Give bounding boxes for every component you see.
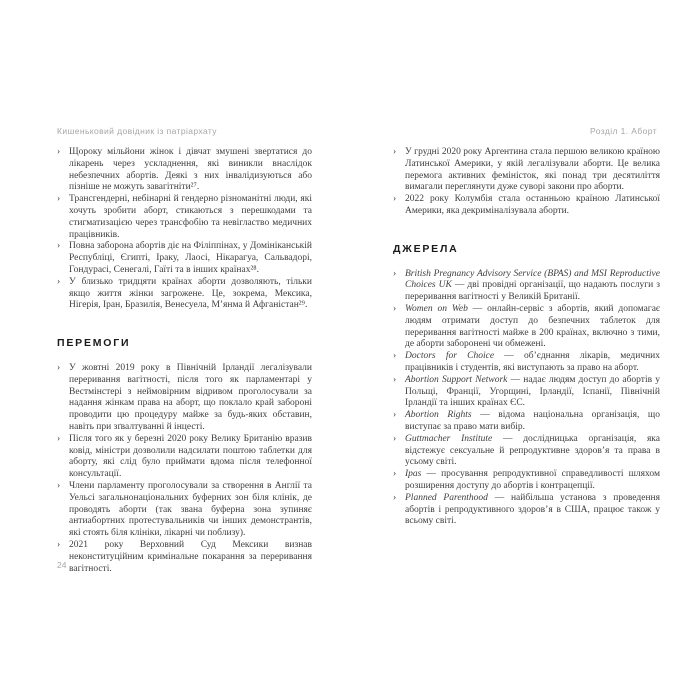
list-item [393, 375, 660, 410]
list-item-text [405, 410, 660, 434]
bullet-icon: › [57, 539, 61, 550]
bullet-icon: › [57, 362, 61, 373]
bullet-icon: › [57, 241, 61, 252]
list-item [57, 540, 312, 575]
list-item [393, 147, 660, 194]
bullet-icon: › [57, 480, 61, 491]
list-item [57, 277, 312, 312]
source-description: — відома національна організація, що виступає за право мати вибір. [405, 410, 660, 432]
list-item [57, 363, 312, 434]
list-item [393, 469, 660, 493]
right-page-text-column [393, 147, 660, 528]
list-item [393, 269, 660, 304]
bullet-icon: › [393, 147, 397, 157]
section-heading-victories: ПЕРЕМОГИ [57, 337, 131, 350]
bullet-icon: › [57, 433, 61, 444]
source-description: — найбільша установа з проведення абортів і репродуктивного здоров’я в США, працює також у всьому світі. [405, 492, 660, 527]
list-item-text: Члени парламенту проголосували за створення в Англії та Уельсі загальнонаціональних буферних зон біля клінік, де проводять аборти (так звана буферна зона зупиняє антиабортних протестувальників чи інших демонстрантів, які стоять біля клініки, лікарні чи поблизу). [69, 480, 312, 539]
bullet-icon: › [57, 147, 61, 157]
list-item [57, 481, 312, 540]
sources-bullet-list [393, 269, 660, 529]
bullet-icon: › [393, 303, 397, 314]
source-description: — дві провідні організації, що надають послуги з переривання вагітності у Великій Британії. [405, 280, 660, 303]
source-name: Doctors for Choice [405, 351, 505, 362]
bullet-icon: › [393, 410, 397, 421]
list-item-text: Щороку мільйони жінок і дівчат змушені звертатися до лікарень через ускладнення, які виникли внаслідок небезпечних абортів. Деякі з них інвалідизуються або пізніше не можуть завагітніти²⁷. [69, 147, 312, 193]
list-item-text: У жовтні 2019 року в Північній Ірландії легалізували переривання вагітності, після того як парламентарі у Вестмінстері з неймовірним відривом проголосували за надання жінкам права на аборт, що поклало край забороні проводити цю процедуру майже за будь-яких обставин, навіть при зґвалтуванні й інцесті. [69, 362, 312, 432]
source-description: — онлайн-сервіс з абортів, який допомагає людям отримати доступ до безпечних таблеток для переривання вагітності майже в 200 країнах, включно з тими, де аборти заборонені чи обмежені. [405, 303, 660, 350]
intro-bullet-list [57, 147, 312, 312]
list-item [57, 241, 312, 276]
running-head-chapter-title: Розділ 1. Аборт [590, 126, 657, 136]
list-item-text: Повна заборона абортів діє на Філіппінах, у Домініканській Республіці, Єгипті, Іраку, Лаосі, Нікарагуа, Сальвадорі, Гондурасі, Сенегалі, Гаїті та в інших країнах²⁸. [69, 241, 312, 275]
running-head-book-title: Кишеньковий довідник із патріархату [57, 126, 217, 136]
bullet-icon: › [393, 351, 397, 362]
bullet-icon: › [393, 268, 397, 279]
list-item-text [405, 434, 660, 469]
list-item-text: 2021 року Верховний Суд Мексики визнав неконституційним кримінальне покарання за переривання вагітності. [69, 539, 312, 574]
list-item [57, 147, 312, 194]
source-description: — просування репродуктивної справедливості шляхом розширення доступу до абортів і контрацепції. [405, 469, 660, 491]
list-item-text: 2022 року Колумбія стала останньою країною Латинської Америки, яка декриміналізувала аборти. [405, 194, 660, 216]
list-item-text [405, 304, 660, 351]
source-description: — надає людям доступ до абортів у Польщі, Франції, Угорщині, Ірландії, Іспанії, Північній Ірландії та інших країнах ЄС. [405, 374, 660, 409]
list-item [393, 493, 660, 528]
list-item-text [405, 269, 660, 304]
source-description: — дослідницька організація, яка відстежує сексуальне й репродуктивне здоров’я та права в усьому світі. [405, 433, 660, 468]
source-name: Guttmacher Institute [405, 433, 503, 444]
source-name: Women on Web [405, 303, 473, 314]
bullet-icon: › [57, 194, 61, 205]
bullet-icon: › [393, 469, 397, 480]
list-item [393, 410, 660, 434]
list-item-text [405, 493, 660, 528]
list-item [393, 351, 660, 375]
left-page-text-column [57, 147, 312, 575]
bullet-icon: › [393, 433, 397, 444]
list-item-text: Після того як у березні 2020 року Велику Британію вразив ковід, міністри дозволили надсилати поштою таблетки для аборту, які слід було приймати вдома після телефонної консультації. [69, 433, 312, 480]
list-item [393, 434, 660, 469]
list-item [57, 194, 312, 241]
list-item-text [405, 351, 660, 375]
list-item-text: Трансгендерні, небінарні й гендерно різноманітні люди, які хочуть зробити аборт, стикаються з перешкодами та стигматизацією через трансфобію та невігластво медичних працівників. [69, 194, 312, 240]
bullet-icon: › [57, 276, 61, 287]
list-item-text [405, 375, 660, 410]
list-item [393, 194, 660, 218]
source-name: Abortion Support Network [405, 374, 511, 385]
source-description: — об’єднання лікарів, медичних працівників і студентів, які виступають за право на аборт. [405, 351, 661, 373]
page-number: 24 [57, 560, 67, 570]
source-name: Abortion Rights [405, 410, 481, 421]
victories-bullet-list [57, 363, 312, 575]
bullet-icon: › [393, 374, 397, 385]
source-name: Ipas [405, 469, 427, 480]
source-name: British Pregnancy Advisory Service (BPAS) and MSI Reproductive Choices UK [405, 268, 660, 291]
continued-bullet-list [393, 147, 660, 218]
list-item-text: У грудні 2020 року Аргентина стала першою великою країною Латинської Америки, у якій легалізували аборти. Це велика перемога активних феміністок, які понад три десятиліття вимагали переглянути дуже суворі закони про аборти. [405, 147, 660, 193]
section-heading-sources: ДЖЕРЕЛА [393, 242, 459, 255]
list-item [57, 434, 312, 481]
list-item [393, 304, 660, 351]
list-item-text: У близько тридцяти країнах аборти дозволяють, тільки якщо життя жінки загрожене. Це, зокрема, Мексика, Нігерія, Іран, Бразилія, Венесуела, М’янма й Афганістан²⁹. [69, 276, 312, 311]
list-item-text [405, 469, 660, 493]
bullet-icon: › [393, 194, 397, 205]
source-name: Planned Parenthood [405, 492, 495, 503]
bullet-icon: › [393, 492, 397, 503]
